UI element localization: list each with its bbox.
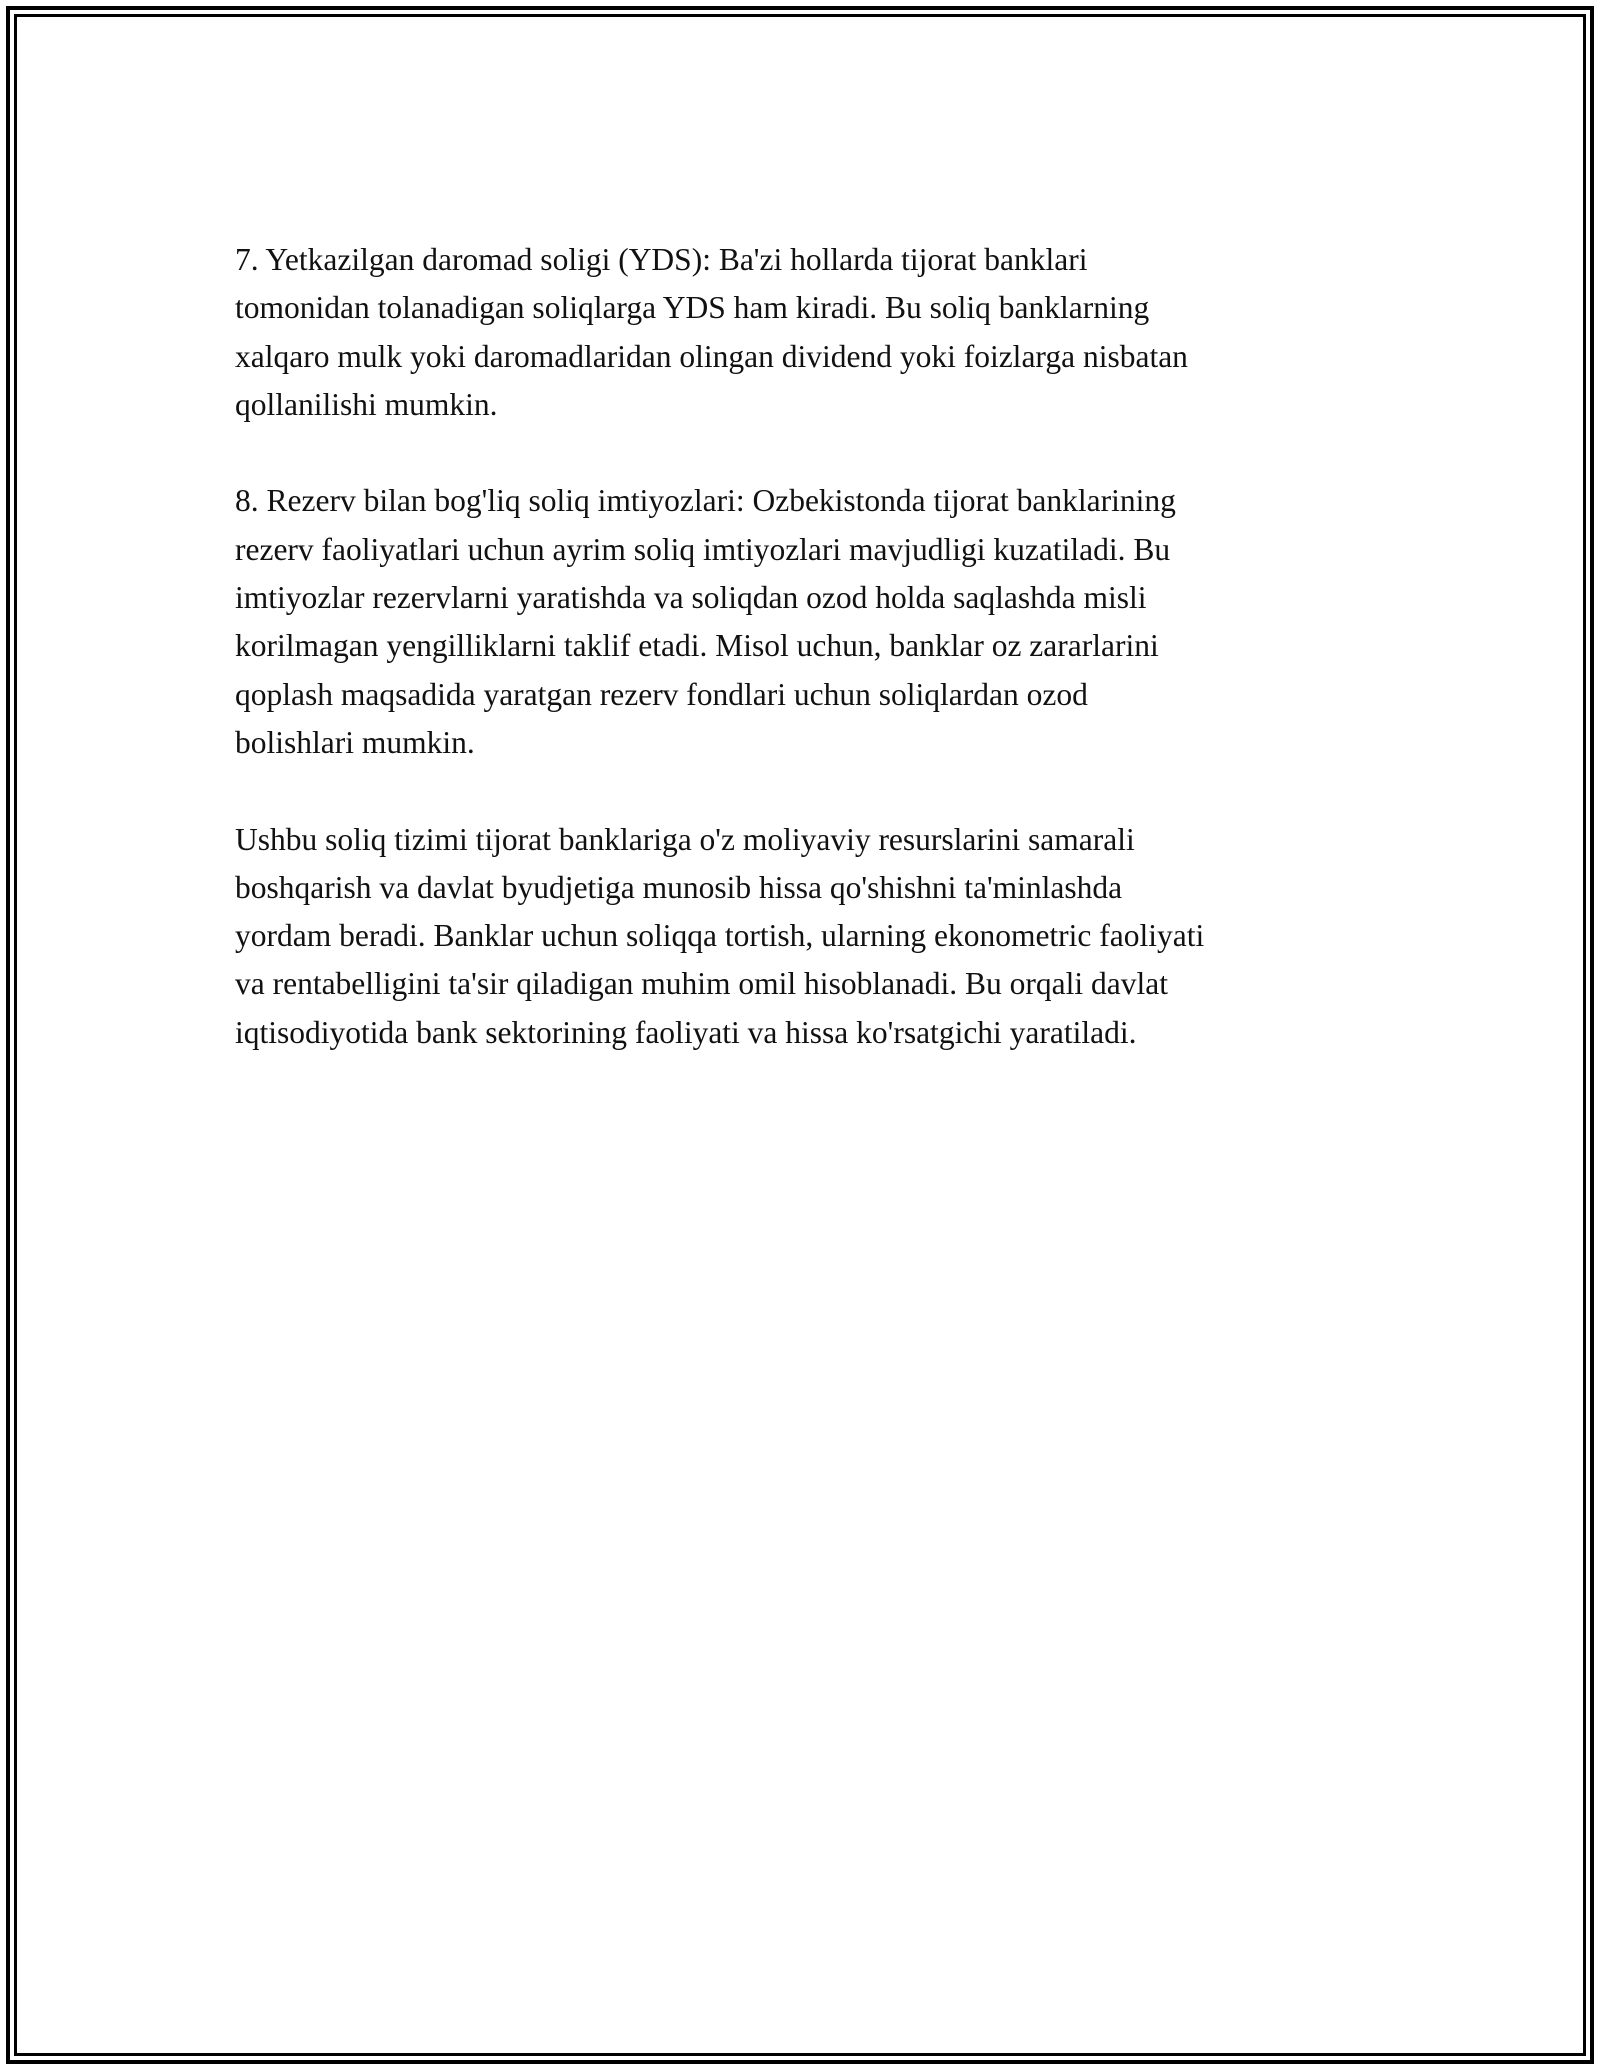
- paragraph-reserve-tax-benefits: [235, 477, 1415, 767]
- text-line: 8. Rezerv bilan bog'liq soliq imtiyozlari: Ozbekistonda tijorat banklarining: [235, 483, 1176, 519]
- text-line: iqtisodiyotida bank sektorining faoliyati va hissa ko'rsatgichi yaratiladi.: [235, 1014, 1137, 1050]
- text-line: boshqarish va davlat byudjetiga munosib hissa qo'shishni ta'minlashda: [235, 869, 1123, 905]
- text-line: qoplash maqsadida yaratgan rezerv fondlari uchun soliqlardan ozod: [235, 676, 1088, 712]
- text-line: xalqaro mulk yoki daromadlaridan olingan dividend yoki foizlarga nisbatan: [235, 338, 1188, 374]
- text-line: yordam beradi. Banklar uchun soliqqa tortish, ularning ekonometric faoliyati: [235, 918, 1205, 954]
- text-line: Ushbu soliq tizimi tijorat banklariga o'z moliyaviy resurslarini samarali: [235, 821, 1135, 857]
- text-line: tomonidan tolanadigan soliqlarga YDS ham kiradi. Bu soliq banklarning: [235, 290, 1150, 326]
- text-line: rezerv faoliyatlari uchun ayrim soliq imtiyozlari mavjudligi kuzatiladi. Bu: [235, 531, 1171, 567]
- text-line: bolishlari mumkin.: [235, 724, 475, 760]
- text-line: va rentabelligini ta'sir qiladigan muhim omil hisoblanadi. Bu orqali davlat: [235, 966, 1168, 1002]
- text-line: korilmagan yengilliklarni taklif etadi. Misol uchun, banklar oz zararlarini: [235, 628, 1159, 664]
- paragraph-yds: [235, 236, 1415, 429]
- document-body: [235, 236, 1415, 1105]
- text-line: qollanilishi mumkin.: [235, 386, 498, 422]
- text-line: imtiyozlar rezervlarni yaratishda va soliqdan ozod holda saqlashda misli: [235, 580, 1147, 616]
- paragraph-conclusion: [235, 816, 1415, 1057]
- text-line: 7. Yetkazilgan daromad soligi (YDS): Ba'zi hollarda tijorat banklari: [235, 242, 1088, 277]
